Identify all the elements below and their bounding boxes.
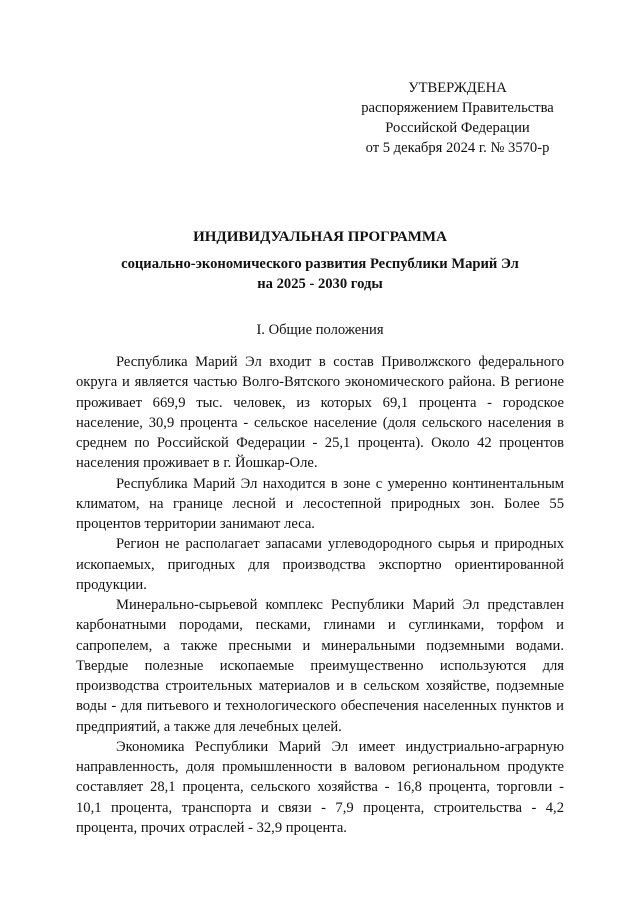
- subtitle-line-1: социально-экономического развития Республики Марий Эл: [121, 256, 519, 272]
- section-heading: I. Общие положения: [256, 322, 384, 338]
- approval-issuer: распоряжением Правительства: [361, 100, 554, 116]
- document-subtitle: [90, 254, 550, 294]
- paragraph: Минерально-сырьевой комплекс Республики Марий Эл представлен карбонатными породами, песками, глинами и суглинками, торфом и сапропелем, а также пресными и минеральными подземными водами. Твердые полезные ископаемые преимущественно используются для производства строительных материалов и в сельском хозяйстве, подземные воды - для питьевого и технологического обеспечения населенных пунктов и предприятий, а также для лечебных целей.: [76, 597, 564, 735]
- subtitle-line-2: на 2025 - 2030 годы: [257, 276, 383, 292]
- paragraph: Республика Марий Эл находится в зоне с умеренно континентальным климатом, на границе лесной и лесостепной природных зон. Более 55 процентов территории занимают леса.: [76, 475, 564, 532]
- paragraph: Регион не располагает запасами углеводородного сырья и природных ископаемых, пригодных для производства экспортно ориентированной продукции.: [76, 536, 564, 593]
- approval-stamp-block: [350, 78, 565, 158]
- paragraph: Экономика Республики Марий Эл имеет индустриально-аграрную направленность, доля промышленности в валовом региональном продукте составляет 28,1 процента, сельского хозяйства - 16,8 процента, торговли - 10,1 процента, транспорта и связи - 7,9 процента, строительства - 4,2 процента, прочих отраслей - 32,9 процента.: [76, 738, 564, 836]
- paragraph: Республика Марий Эл входит в состав Приволжского федерального округа и является частью Волго-Вятского экономического района. В регионе проживает 669,9 тыс. человек, из которых 69,1 процента - городское население, 30,9 процента - сельское население (доля сельского населения в среднем по Российской Федерации - 25,1 процента). Около 42 процентов населения проживает в г. Йошкар-Оле.: [76, 354, 564, 472]
- document-title: ИНДИВИДУАЛЬНАЯ ПРОГРАММА: [193, 229, 447, 245]
- approval-government: Российской Федерации: [385, 120, 530, 136]
- approval-heading: УТВЕРЖДЕНА: [408, 80, 507, 96]
- body-text: [76, 352, 564, 838]
- approval-date-number: от 5 декабря 2024 г. № 3570-р: [365, 140, 550, 156]
